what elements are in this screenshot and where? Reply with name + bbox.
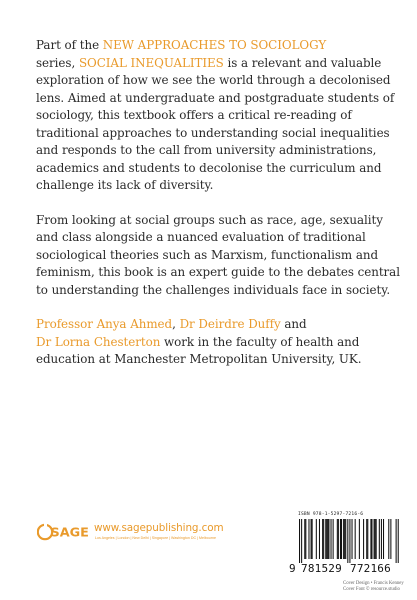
author-affiliation: work in the faculty of health and education at Manchester Metropolitan University, UK. xyxy=(36,334,362,366)
barcode-bar xyxy=(347,519,348,563)
blurb-text xyxy=(36,37,406,386)
barcode-bar xyxy=(312,519,313,559)
barcode-bar xyxy=(331,519,332,559)
barcode-bar xyxy=(325,519,326,559)
isbn-barcode xyxy=(289,511,407,575)
publisher-cities: Los Angeles | London | New Delhi | Singapore | Washington DC | Melbourne xyxy=(95,536,217,540)
series-name: NEW APPROACHES TO SOCIOLOGY xyxy=(102,38,327,52)
barcode-bar xyxy=(311,519,312,559)
barcode-bar xyxy=(340,519,341,559)
barcode-bar xyxy=(371,519,372,559)
barcode-bar xyxy=(301,519,302,563)
barcode-bar xyxy=(308,519,309,559)
barcode-bar xyxy=(316,519,317,559)
barcode-bar xyxy=(370,519,371,559)
barcode-bar xyxy=(363,519,364,559)
isbn-label: ISBN 978-1-5297-7216-6 xyxy=(298,512,364,517)
barcode-digits-left: 781529 xyxy=(301,562,342,575)
sage-logo xyxy=(37,522,93,542)
author-separator: and xyxy=(280,317,307,331)
barcode-bar xyxy=(396,519,397,563)
barcode-bar xyxy=(337,519,338,559)
barcode-bar xyxy=(376,519,377,559)
barcode-bar xyxy=(299,519,300,563)
cover-design-credit: Cover Design • Francis Kenney xyxy=(343,581,404,586)
barcode-bar xyxy=(341,519,342,559)
barcode-bar xyxy=(323,519,324,559)
barcode-digit-first: 9 xyxy=(289,562,296,575)
barcode-bar xyxy=(338,519,339,559)
author-name: Dr Lorna Chesterton xyxy=(36,334,161,349)
barcode-bar xyxy=(344,519,345,559)
barcode-bar xyxy=(304,519,305,559)
barcode-bars xyxy=(289,519,407,563)
barcode-bar xyxy=(390,519,391,559)
series-intro-text: Part of the xyxy=(36,38,103,52)
author-name: Dr Deirdre Duffy xyxy=(179,317,281,331)
book-title: SOCIAL INEQUALITIES xyxy=(78,55,224,70)
barcode-bar xyxy=(343,519,344,559)
barcode-bar xyxy=(326,519,327,559)
blurb-paragraph-content: From looking at social groups such as race, age, sexuality and class alongside a nuanced evaluation of traditional sociological theories such as Marxism, functionalism and feminism, this book is an expert guide to the debates central to understanding the challenges individuals face in society. xyxy=(36,212,400,297)
barcode-bar xyxy=(359,519,360,559)
barcode-bar xyxy=(366,519,367,559)
barcode-bar xyxy=(367,519,368,559)
author-name: Professor Anya Ahmed xyxy=(36,317,173,331)
author-separator: , xyxy=(172,317,180,331)
barcode-bar xyxy=(374,519,375,559)
series-word: series, xyxy=(36,55,79,70)
blurb-paragraph-authors xyxy=(36,316,406,369)
barcode-bar xyxy=(322,519,323,559)
cover-credits xyxy=(343,581,404,593)
barcode-bar xyxy=(345,519,346,559)
barcode-bar xyxy=(327,519,328,559)
publisher-url[interactable]: www.sagepublishing.com xyxy=(94,522,224,534)
barcode-bar xyxy=(352,519,353,559)
barcode-bar xyxy=(398,519,399,563)
barcode-bar xyxy=(375,519,376,559)
series-description: is a relevant and valuable exploration of how we see the world through a decolonised lens. Aimed at undergraduate and postgraduate students of sociology, this textbook offers a critical re-reading of traditional approaches to understanding social inequalities and responds to the call from university administrations, academics and students to decolonise the curriculum and challenge its lack of diversity. xyxy=(36,55,395,192)
barcode-bar xyxy=(328,519,329,559)
barcode-bar xyxy=(381,519,382,559)
barcode-bar xyxy=(379,519,380,559)
barcode-bar xyxy=(333,519,334,559)
barcode-bar xyxy=(383,519,384,559)
blurb-paragraph-series xyxy=(36,37,406,195)
barcode-digits-right: 772166 xyxy=(350,562,391,575)
barcode-bar xyxy=(305,519,306,559)
barcode-bar xyxy=(355,519,356,559)
barcode-bar xyxy=(349,519,350,563)
barcode-bar xyxy=(388,519,389,559)
svg-text:SAGE: SAGE xyxy=(50,525,89,541)
barcode-bar xyxy=(319,519,320,559)
cover-font-credit: Cover Font © resource.studio xyxy=(343,587,400,593)
